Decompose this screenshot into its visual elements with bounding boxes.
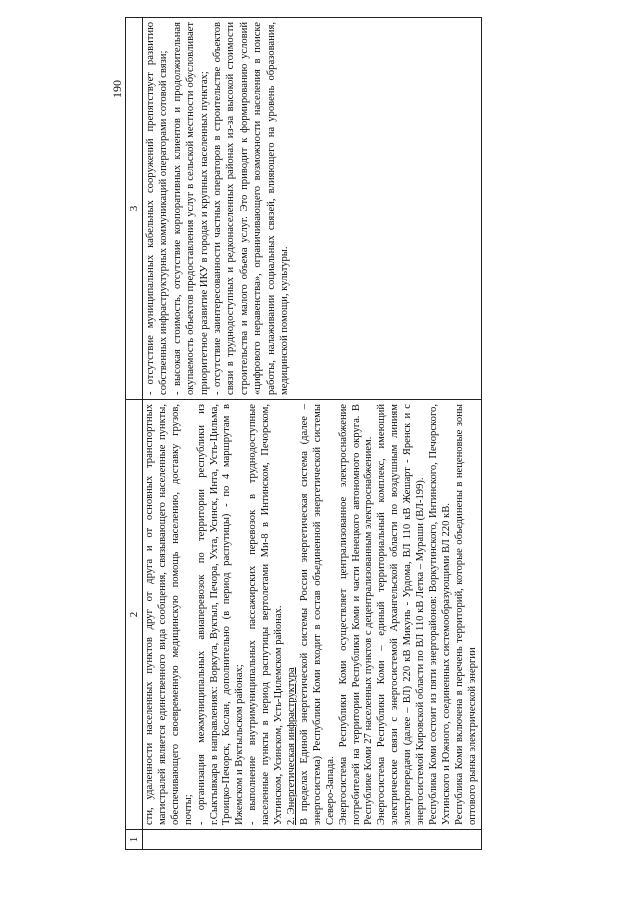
paragraph: - выполнение внутримуниципальных пассажирских перевозок в труднодоступные населенные пункты в период распутицы вертолетами Ми-8 в Интинском, Печорском, Ухтинском, Усинском, Усть-Цилемском районах. [247, 404, 285, 825]
column-header-1: 1 [126, 830, 143, 850]
table-row [143, 18, 482, 850]
paragraph: сти, удаленности населенных пунктов друг от друга и от основных транспортных магистралей является единственного вида сообщения, связывающего населенные пункты, обеспечивающего своевременную медицинскую помощь населению, доставку грузов, почты; [144, 404, 194, 825]
paragraph: - высокая стоимость, отсутствие корпоративных клиентов и продолжительная окупаемость объектов предоставления услуг в сельской местности обусловливает приоритетное развитие ИКУ в городах и крупных населенных пунктах; [171, 22, 210, 395]
paragraph: - отсутствие муниципальных кабельных сооружений препятствует развитию собственных инфраструктурных коммуникаций операторами сотовой связи; [145, 22, 170, 395]
column-3-cell [143, 18, 482, 400]
column-header-2: 2 [126, 400, 143, 830]
column-header-3: 3 [126, 18, 143, 400]
paragraph: Энергосистема Республики Коми осуществляет централизованное электроснабжение потребителей на территории Республики Коми и части Ненецкого автономного округа. В Республике Коми 27 населенных пунктов с децентрализованным электроснабжением. [337, 404, 375, 825]
paragraph: В пределах Единой энергетической системы России энергетическая система (далее – энергосистема) Республики Коми входит в состав объединенной энергетической системы Северо-Запада. [298, 404, 336, 825]
content-table [125, 17, 482, 850]
section-heading: 2. Энергетическая инфраструктура [285, 667, 297, 825]
column-1-cell [143, 830, 482, 850]
paragraph: Республика Коми включена в перечень территорий, которые объединены в неценовые зоны оптового рынка электрической энергии [453, 404, 478, 825]
column-2-cell [143, 400, 482, 830]
paragraph: Энергосистема Республики Коми – единый территориальный комплекс, имеющий электрические связи с энергосистемой Архангельской области по воздушным линиям электропередачи (далее – ВЛ) 220 кВ Микунь - Урдома, ВЛ 110 кВ Жешарт - Яренск и с энергосистемой Кировской области по ВЛ 110 кВ Летка – Мураши (ВЛ-199). [376, 404, 427, 825]
table-header-row [126, 18, 143, 850]
paragraph: - отсутствие заинтересованности частных операторов в строительстве объектов связи в труднодоступных и редконаселенных районах из-за высокой стоимости строительства и малого объема услуг. Это приводит к формированию условий «цифрового неравенства», ограничивающего возможности населения в поиске работы, налаживании социальных связей, влияющего на уровень образования, медицинской помощи, культуры. [212, 22, 291, 395]
page-number: 190 [110, 80, 124, 98]
paragraph: Республика Коми состоит из пяти энергорайонов: Воркутинского, Интинского, Печорского, Ухтинского и Южного, соединенных системообразующими ВЛ 220 кВ. [427, 404, 452, 825]
paragraph: - организация межмуниципальных авиаперевозок по территории республики из г.Сыктывкара в направлениях: Воркута, Вуктыл, Печора, Ухта, Усинск, Инта, Усть-Цильма, Троицко-Печорск, Кослан, дополнительно (в период распутицы) - по 4 маршрутам в Ижемском и Вуктыльском районах; [195, 404, 246, 825]
